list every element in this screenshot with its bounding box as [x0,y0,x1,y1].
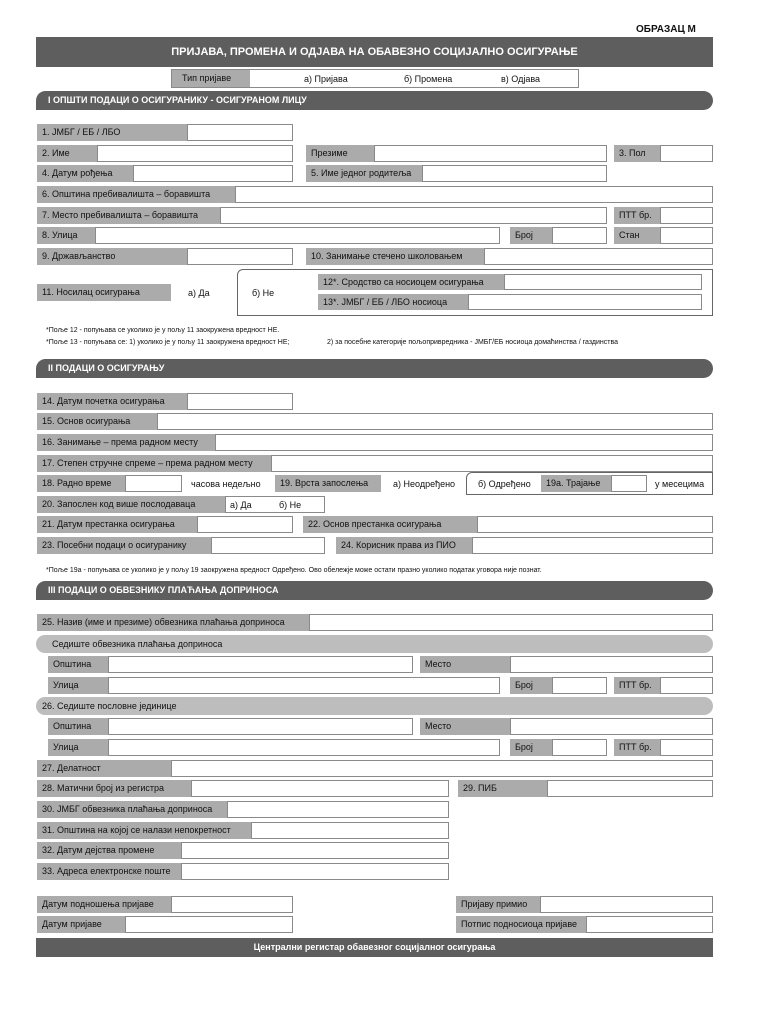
label-apartment: Стан [614,227,660,244]
label-f31: 31. Општина на којој се налази непокретност [37,822,251,839]
label-f24: 24. Корисник права из ПИО [336,537,472,554]
label-street-1: Улица [48,677,108,694]
label-municipality-2: Општина [48,718,108,735]
subheader-payer-seat: Седиште обвезника плаћања доприноса [36,635,713,653]
label-municipality-1: Општина [48,656,108,673]
report-type-option-registration[interactable]: а) Пријава [304,74,348,84]
field-f17-qualification[interactable] [271,455,713,472]
label-f29: 29. ПИБ [458,780,547,797]
label-f5: 5. Име једног родитеља [306,165,422,182]
f20-option-no[interactable]: б) Не [279,500,302,510]
field-number-1[interactable] [552,227,607,244]
label-f12: 12*. Сродство са носиоцем осигурања [318,274,504,290]
label-f17: 17. Степен стручне спреме – према радном месту [37,455,271,472]
field-f19a-duration[interactable] [611,475,647,492]
field-f3-sex[interactable] [660,145,713,162]
label-applicant-signature: Потпис подносиоца пријаве [456,916,586,933]
field-f2-first-name[interactable] [97,145,293,162]
label-f25: 25. Назив (име и презиме) обвезника плаћања доприноса [37,614,309,631]
field-f23-special-data[interactable] [211,537,325,554]
label-f19: 19. Врста запослења [275,475,381,492]
field-f31-property-municipality[interactable] [251,822,449,839]
report-type-option-change[interactable]: б) Промена [404,74,453,84]
label-street-2: Улица [48,739,108,756]
label-f21: 21. Датум престанка осигурања [37,516,197,533]
label-f32: 32. Датум дејства промене [37,842,181,859]
note-f13-part2: 2) за посебне категорије пољопривредника - ЈМБГ/ЕБ носиоца домаћинства / газдинства [327,339,619,346]
field-f33-email[interactable] [181,863,449,880]
label-report-date: Датум пријаве [37,916,125,933]
label-f7: 7. Место пребивалишта – боравишта [37,207,220,224]
field-f15-basis[interactable] [157,413,713,430]
field-report-date[interactable] [125,916,293,933]
subheader-f26-business-unit: 26. Седиште пословне јединице [36,697,713,715]
label-f23: 23. Посебни подаци о осигуранику [37,537,211,554]
label-place-1: Место [420,656,510,673]
field-f14-start-date[interactable] [187,393,293,410]
label-f20: 20. Запослен код више послодаваца [37,496,225,513]
report-type-label: Тип пријаве [172,70,250,87]
label-number-3: Број [510,739,552,756]
label-place-2: Место [420,718,510,735]
field-f9-citizenship[interactable] [187,248,293,265]
f11-option-yes[interactable]: а) Да [188,288,210,298]
label-f11: 11. Носилац осигурања [37,284,171,301]
field-f7-place[interactable] [220,207,607,224]
field-street-2[interactable] [108,739,500,756]
label-f14: 14. Датум почетка осигурања [37,393,187,410]
field-f22-end-basis[interactable] [477,516,713,533]
field-f6-municipality[interactable] [235,186,713,203]
note-f12: *Поље 12 - попуњава се уколико је у пољу 11 заокружена вредност НЕ. [46,327,280,334]
f19-option-permanent[interactable]: а) Неодређено [393,479,456,489]
label-f3: 3. Пол [614,145,660,162]
section-3-header: III ПОДАЦИ О ОБВЕЗНИКУ ПЛАЋАЊА ДОПРИНОСА [36,581,713,600]
hours-per-week-text: часова недељно [191,479,261,489]
field-apartment[interactable] [660,227,713,244]
field-place-2[interactable] [510,718,713,735]
label-number-1: Број [510,227,552,244]
f19-option-fixed-term[interactable]: б) Одређено [478,479,531,489]
label-number-2: Број [510,677,552,694]
label-f6: 6. Општина пребивалишта – боравишта [37,186,235,203]
field-applicant-signature[interactable] [586,916,713,933]
label-f2: 2. Име [37,145,97,162]
form-title: ПРИЈАВА, ПРОМЕНА И ОДЈАВА НА ОБАВЕЗНО СОЦИЈАЛНО ОСИГУРАЊЕ [171,46,578,58]
field-ptt-1[interactable] [660,207,713,224]
label-f16: 16. Занимање – према радном месту [37,434,215,451]
label-f9: 9. Држављанство [37,248,187,265]
label-f27: 27. Делатност [37,760,171,777]
label-ptt-2: ПТТ бр. [614,677,660,694]
label-ptt-3: ПТТ бр. [614,739,660,756]
label-f22: 22. Основ престанка осигурања [303,516,477,533]
note-f19a: *Поље 19а - попуњава се уколико је у пољу 19 заокружена вредност Одређено. Ово обележје може остати празно уколико податак уговора није познат. [46,567,542,574]
field-number-2[interactable] [552,677,607,694]
field-f25-payer-name[interactable] [309,614,713,631]
field-f12-relation[interactable] [504,274,702,290]
label-f28: 28. Матични број из регистра [37,780,191,797]
field-f18-hours[interactable] [125,475,182,492]
field-f13-holder-id[interactable] [468,294,702,310]
field-f8-street[interactable] [95,227,500,244]
field-municipality-2[interactable] [108,718,413,735]
footer-registry-bar: Централни регистар обавезног социјалног осигурања [36,938,713,957]
section-2-header: II ПОДАЦИ О ОСИГУРАЊУ [36,359,713,378]
report-type-option-deregistration[interactable]: в) Одјава [501,74,541,84]
label-f4: 4. Датум рођења [37,165,133,182]
note-f13-part1: *Поље 13 - попуњава се: 1) уколико је у пољу 11 заокружена вредност НЕ; [46,339,290,346]
label-ptt-1: ПТТ бр. [614,207,660,224]
field-municipality-1[interactable] [108,656,413,673]
field-f30-payer-jmbg[interactable] [227,801,449,818]
label-f8: 8. Улица [37,227,95,244]
label-f13: 13*. ЈМБГ / ЕБ / ЛБО носиоца [318,294,468,310]
field-f4-birth-date[interactable] [133,165,293,182]
label-f10: 10. Занимање стечено школовањем [306,248,484,265]
label-f19a: 19а. Трајање [541,475,611,492]
months-text: у месецима [655,479,705,489]
field-f32-change-date[interactable] [181,842,449,859]
form-code: ОБРАЗАЦ М [636,24,696,35]
field-ptt-2[interactable] [660,677,713,694]
label-f30: 30. ЈМБГ обвезника плаћања доприноса [37,801,227,818]
field-f5-parent-name[interactable] [422,165,607,182]
label-received-by: Пријаву примио [456,896,540,913]
field-number-3[interactable] [552,739,607,756]
field-f1-jmbg[interactable] [187,124,293,141]
field-f29-pib[interactable] [547,780,713,797]
field-street-1[interactable] [108,677,500,694]
label-f33: 33. Адреса електронске поште [37,863,181,880]
field-f10-occupation[interactable] [484,248,713,265]
label-f18: 18. Радно време [37,475,125,492]
label-surname: Презиме [306,145,374,162]
field-surname[interactable] [374,145,607,162]
field-f28-registry-number[interactable] [191,780,449,797]
f11-option-no[interactable]: б) Не [252,288,275,298]
section-1-header: I ОПШТИ ПОДАЦИ О ОСИГУРАНИКУ - ОСИГУРАНОМ ЛИЦУ [36,91,713,110]
label-f15: 15. Основ осигурања [37,413,157,430]
field-submission-date[interactable] [171,896,293,913]
field-f24-pio-beneficiary[interactable] [472,537,713,554]
field-place-1[interactable] [510,656,713,673]
f20-option-yes[interactable]: а) Да [230,500,252,510]
label-f1: 1. ЈМБГ / ЕБ / ЛБО [37,124,187,141]
field-f16-job[interactable] [215,434,713,451]
field-ptt-3[interactable] [660,739,713,756]
field-f27-activity[interactable] [171,760,713,777]
label-submission-date: Датум подношења пријаве [37,896,171,913]
field-received-by[interactable] [540,896,713,913]
field-f21-end-date[interactable] [197,516,293,533]
